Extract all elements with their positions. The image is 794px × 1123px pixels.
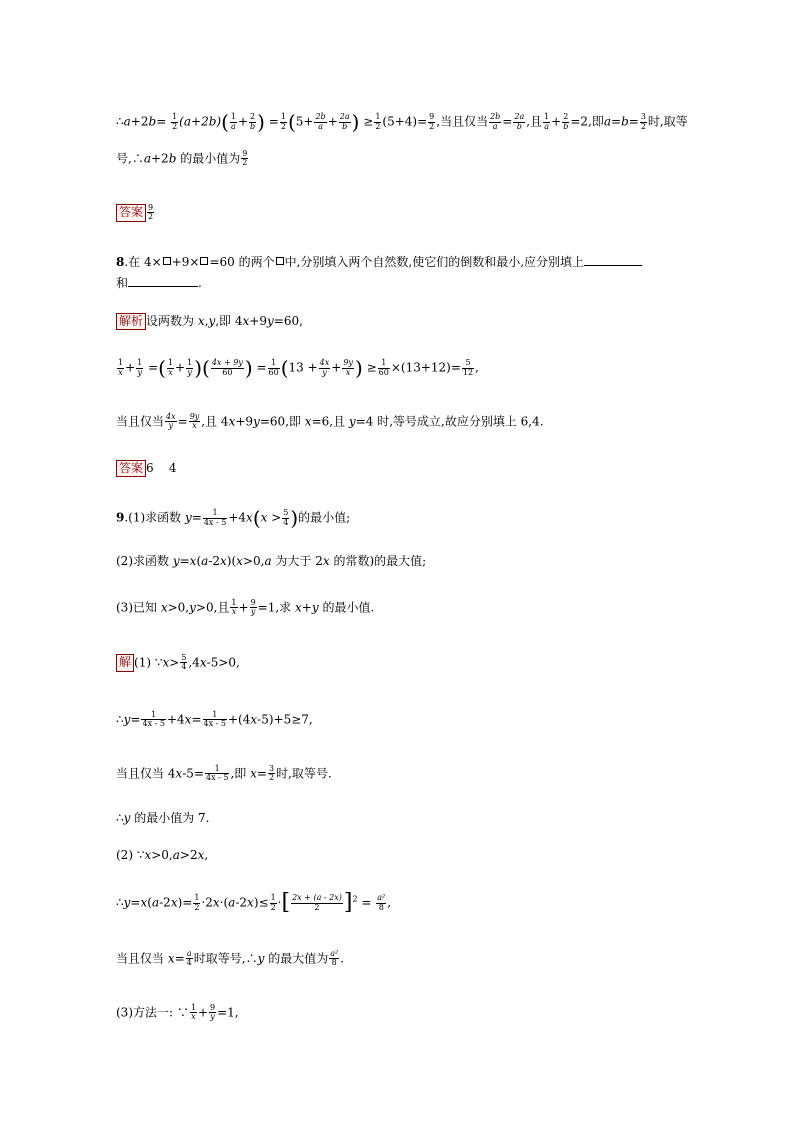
fraction: $\frac{4x}{y}$	[319, 358, 330, 377]
fraction: $\frac{1}{y}$	[137, 358, 143, 377]
math-text: +9	[249, 314, 267, 328]
question-text: 的最小值.	[318, 600, 375, 615]
math-text: ,	[387, 895, 392, 910]
fraction: $\frac{\text{a²}}{8}$	[330, 949, 339, 968]
fraction: $\frac{9}{2}$	[429, 112, 435, 131]
math-text: >0,	[151, 848, 173, 862]
math-text: x	[175, 766, 183, 781]
bracket: [	[281, 890, 291, 915]
fraction: $\frac{9}{2}$	[242, 149, 248, 168]
solution-line-2	[116, 150, 249, 168]
paren: )	[354, 356, 363, 380]
question-9-line-2	[116, 555, 426, 567]
fraction: $\frac{3}{2}$	[640, 112, 646, 131]
paren: )	[351, 110, 360, 134]
math-text: +9	[235, 414, 254, 429]
math-text: ,	[204, 314, 209, 328]
math-text: x	[197, 848, 205, 862]
math-text: -2	[208, 554, 220, 568]
math-text: x	[295, 600, 302, 615]
math-text: x	[247, 895, 254, 910]
math-text: x	[197, 314, 205, 328]
math-text: ·2	[201, 895, 213, 910]
math-text: a	[201, 554, 209, 568]
math-text: y	[123, 895, 131, 910]
question-number: 8	[116, 255, 125, 269]
math-text: =1,	[217, 1005, 239, 1020]
fraction: $\frac{2x + (a - 2x)}{2}$	[292, 893, 342, 912]
fraction: $\frac{9}{y}$	[210, 1003, 216, 1022]
solution-text: 当且仅当	[116, 951, 168, 966]
solution-text: 的最大值为	[264, 951, 329, 966]
paren: (	[252, 506, 261, 530]
math-text: y	[123, 712, 131, 727]
fraction: $\frac{1}{4x - 5}$	[205, 764, 229, 783]
question-9-line-1	[116, 508, 350, 528]
math-text: +2	[130, 114, 149, 129]
solution-text: 的最小值为 7.	[130, 811, 210, 825]
math-text: =2,即	[570, 114, 604, 129]
math-text: y	[208, 314, 216, 328]
math-text: x	[189, 554, 197, 568]
math-text: =60,	[273, 314, 303, 328]
math-text: >	[169, 655, 180, 670]
math-text: =	[628, 114, 639, 129]
question-text: 的常数)的最大值;	[329, 554, 427, 568]
therefore-symbol: ∴	[116, 114, 124, 129]
math-text: =	[256, 766, 267, 781]
fraction: $\frac{1}{2}$	[280, 112, 286, 131]
question-9-line-3	[116, 599, 374, 617]
math-text: y	[185, 510, 192, 525]
math-text: -5>0,	[206, 655, 240, 670]
fraction: $\frac{1}{x}$	[231, 598, 237, 617]
analysis-line-2	[116, 358, 479, 378]
paren: )	[244, 356, 253, 380]
question-text: +9×	[171, 255, 200, 269]
math-text: =	[191, 712, 202, 727]
math-text: +	[175, 360, 186, 375]
math-text: +	[125, 360, 136, 375]
therefore-symbol: ∴	[116, 712, 124, 727]
fraction: $\frac{1}{x}$	[190, 1003, 196, 1022]
solution-9-line-5	[116, 849, 208, 861]
math-text: )(	[226, 554, 237, 568]
fraction: $\frac{1}{a}$	[230, 112, 236, 131]
math-text: 号,∴	[116, 151, 144, 166]
math-text: y	[253, 414, 260, 429]
math-text: x	[242, 314, 250, 328]
solution-9-line-8	[116, 1004, 239, 1022]
math-text: =	[156, 114, 167, 129]
question-text: 中,分别填入两个自然数,使它们的倒数和最小,应分别填上	[284, 255, 585, 269]
math-text: =1,求	[257, 600, 295, 615]
math-text: x	[250, 712, 258, 727]
math-text: 5+	[295, 114, 314, 129]
paren: (	[158, 356, 166, 380]
solution-text: 当且仅当	[116, 414, 165, 429]
math-text: y	[123, 811, 131, 825]
fraction: $\frac{\text{a²}}{8}$	[377, 893, 386, 912]
paren: (	[221, 110, 229, 134]
math-text: =	[611, 114, 622, 129]
math-text: a	[228, 895, 236, 910]
square-blank-icon	[163, 257, 171, 265]
question-text: 为大于 2	[271, 554, 323, 568]
solution-tag: 解	[116, 654, 134, 671]
fraction: $\frac{1}{x}$	[118, 358, 124, 377]
solution-9-line-4	[116, 812, 210, 824]
math-text: a	[143, 151, 151, 166]
exponent: 2	[352, 894, 358, 904]
math-text: =6,且	[311, 414, 349, 429]
math-text: -2	[235, 895, 248, 910]
solution-9-line-2	[116, 711, 313, 729]
paren: )	[257, 110, 265, 134]
math-text: x >	[260, 510, 282, 525]
solution-text: 时,取等号.	[276, 766, 332, 781]
math-text: =	[357, 895, 376, 910]
fraction: $\frac{1}{2}$	[375, 112, 381, 131]
math-text: -2	[159, 895, 171, 910]
question-text: =60 的两个	[209, 255, 275, 269]
therefore-symbol: ∴	[116, 811, 124, 825]
math-text: a	[123, 114, 131, 129]
solution-text: (3)方法一: ∵	[116, 1005, 189, 1020]
fraction: $\frac{1}{60}$	[378, 358, 389, 377]
solution-text: 设两数为	[146, 314, 198, 328]
math-text: ,4	[188, 655, 200, 670]
math-text: b	[621, 114, 629, 129]
math-text: b	[168, 151, 177, 166]
fraction: $\frac{2b}{a}$	[490, 112, 501, 131]
answer-blank	[584, 265, 642, 266]
square-blank-icon	[276, 257, 284, 265]
math-text: x	[140, 895, 148, 910]
fraction: $\frac{9y}{x}$	[189, 412, 200, 431]
math-text: x	[250, 766, 257, 781]
math-text: =	[177, 414, 188, 429]
math-text: x	[322, 554, 330, 568]
paren: )	[290, 506, 299, 530]
math-text: +	[197, 1005, 209, 1020]
question-text: .	[198, 276, 202, 290]
math-text: =	[174, 951, 185, 966]
math-text: (	[196, 554, 202, 568]
math-text: =	[268, 114, 279, 129]
fraction: $\frac{1}{2}$	[172, 112, 178, 131]
math-text: )=	[177, 895, 193, 910]
fraction: $\frac{3}{2}$	[268, 764, 275, 783]
math-text: (5+4)=	[382, 114, 428, 129]
math-text: y	[257, 951, 265, 966]
math-text: >0,	[167, 600, 190, 615]
math-text: =60,即	[259, 414, 305, 429]
math-text: -5)+5≥7,	[257, 712, 313, 727]
fraction: $\frac{5}{12}$	[462, 358, 474, 377]
paren: (	[287, 110, 296, 134]
answer-line-2	[116, 460, 177, 477]
math-text: ·(	[219, 895, 229, 910]
paren: (	[202, 356, 210, 380]
paren: (	[280, 356, 289, 380]
math-text: y	[172, 554, 180, 568]
math-text: +	[237, 114, 249, 129]
answer-line-1	[116, 204, 155, 222]
math-text: =	[191, 510, 202, 525]
analysis-line-3	[116, 413, 544, 431]
math-text: ≥	[363, 114, 374, 129]
math-text: +	[327, 114, 338, 129]
question-8-line-1	[116, 256, 642, 268]
paren: )	[194, 356, 203, 380]
question-text: 的最小值;	[298, 510, 351, 525]
math-text: ,当且仅当	[436, 114, 489, 129]
fraction: $\frac{1}{2}$	[194, 893, 200, 912]
math-text: x	[246, 510, 253, 525]
math-text: 的最小值为	[176, 151, 241, 166]
math-text: x	[170, 895, 178, 910]
math-text: ,且 4	[201, 414, 229, 429]
question-text: .(1)求函数	[124, 510, 185, 525]
fraction: $\frac{4x + 9y}{60}$	[211, 358, 243, 377]
question-text: .在 4×	[124, 255, 162, 269]
math-text: x	[162, 655, 170, 670]
solution-9-line-6	[116, 892, 391, 914]
math-text: ,且	[526, 114, 543, 129]
fraction: $\frac{4x}{y}$	[166, 412, 176, 431]
square-blank-icon	[200, 257, 208, 265]
fraction: $\frac{2a}{b}$	[514, 112, 525, 131]
math-text: x	[184, 712, 192, 727]
math-text: x	[160, 600, 168, 615]
question-number: 9	[116, 510, 125, 525]
math-text: +	[238, 600, 249, 615]
fraction: $\frac{1}{a}$	[544, 112, 550, 131]
solution-text: 时取等号,∴	[193, 951, 258, 966]
math-text: =	[179, 554, 190, 568]
answer-value: 6 4	[146, 461, 177, 475]
math-text: x	[220, 554, 227, 568]
math-text: =	[256, 360, 267, 375]
math-text: -5=	[182, 766, 204, 781]
fraction: $\frac{9}{y}$	[250, 598, 256, 617]
fraction: $\frac{2}{b}$	[250, 112, 256, 131]
question-text: 和	[116, 276, 129, 290]
math-text: +2	[150, 151, 169, 166]
math-text: .	[340, 951, 345, 966]
math-text: ·	[277, 895, 282, 910]
fraction: $\frac{1}{4x - 5}$	[203, 508, 227, 527]
math-text: b	[148, 114, 157, 129]
question-text: (2)求函数	[116, 554, 173, 568]
math-text: x	[167, 951, 175, 966]
math-text: (a+2b)	[179, 114, 222, 129]
math-text: >2	[179, 848, 198, 862]
math-text: +4	[166, 712, 185, 727]
solution-9-line-1	[116, 654, 240, 672]
math-text: y	[311, 600, 319, 615]
fraction: $\frac{1}{4x - 5}$	[203, 710, 226, 729]
math-text: =	[130, 712, 141, 727]
solution-9-line-7	[116, 950, 344, 968]
math-text: ,	[204, 848, 209, 862]
fraction: $\frac{2}{b}$	[563, 112, 569, 131]
math-text: +	[301, 600, 312, 615]
math-text: +	[551, 114, 562, 129]
math-text: ,	[475, 360, 479, 375]
fraction: $\frac{5}{4}$	[283, 508, 289, 527]
math-text: y	[189, 600, 196, 615]
bracket: ]	[343, 890, 353, 915]
fraction: $\frac{2a}{b}$	[339, 112, 350, 131]
math-text: x	[212, 895, 220, 910]
math-text: x	[228, 414, 236, 429]
math-text: =4 时,等号成立,故应分别填上 6,4.	[355, 414, 544, 429]
math-text: >0,且	[195, 600, 230, 615]
solution-line-1	[116, 112, 688, 132]
therefore-symbol: ∴	[116, 895, 124, 910]
answer-tag: 答案	[116, 460, 146, 477]
math-text: a	[264, 554, 272, 568]
math-text: (1) ∵	[134, 655, 163, 670]
solution-9-line-3	[116, 765, 332, 783]
math-text: (2) ∵	[116, 848, 145, 862]
fraction: $\frac{1}{x}$	[167, 358, 174, 377]
analysis-line-1	[116, 313, 303, 330]
math-text: ,即 4	[215, 314, 243, 328]
fraction: $\frac{1}{2}$	[270, 893, 276, 912]
math-text: )≤	[253, 895, 269, 910]
math-text: x	[236, 554, 243, 568]
math-text: a	[172, 848, 180, 862]
fraction: $\frac{a}{4}$	[186, 949, 192, 968]
fraction: $\frac{9}{2}$	[148, 203, 154, 222]
fraction: $\frac{5}{4}$	[181, 653, 187, 672]
math-text: a	[603, 114, 611, 129]
math-text: +	[331, 360, 342, 375]
fraction: $\frac{2b}{a}$	[315, 112, 326, 131]
math-text: ,即	[230, 766, 251, 781]
solution-text: 当且仅当 4	[116, 766, 176, 781]
fraction: $\frac{1}{60}$	[268, 358, 279, 377]
analysis-tag: 解析	[116, 313, 146, 330]
math-text: +(4	[228, 712, 251, 727]
fraction: $\frac{1}{y}$	[187, 358, 193, 377]
math-text: (	[147, 895, 152, 910]
math-text: x	[304, 414, 312, 429]
math-text: =	[148, 360, 159, 375]
math-text: a	[151, 895, 160, 910]
math-text: ×(13+12)=	[390, 360, 461, 375]
math-text: 时,取等	[647, 114, 688, 129]
math-text: y	[348, 414, 356, 429]
math-text: y	[266, 314, 274, 328]
math-text: +4	[228, 510, 247, 525]
answer-tag: 答案	[116, 204, 146, 221]
math-text: x	[199, 655, 207, 670]
fraction: $\frac{9y}{x}$	[343, 358, 353, 377]
math-text: =	[502, 114, 513, 129]
math-text: x	[144, 848, 152, 862]
fraction: $\frac{1}{4x - 5}$	[142, 710, 165, 729]
answer-blank	[128, 286, 198, 287]
math-text: =	[130, 895, 141, 910]
question-text: (3)已知	[116, 600, 161, 615]
math-text: 13 +	[288, 360, 318, 375]
math-text: ≥	[366, 360, 377, 375]
question-8-line-2	[116, 277, 202, 289]
math-text: >0,	[242, 554, 265, 568]
